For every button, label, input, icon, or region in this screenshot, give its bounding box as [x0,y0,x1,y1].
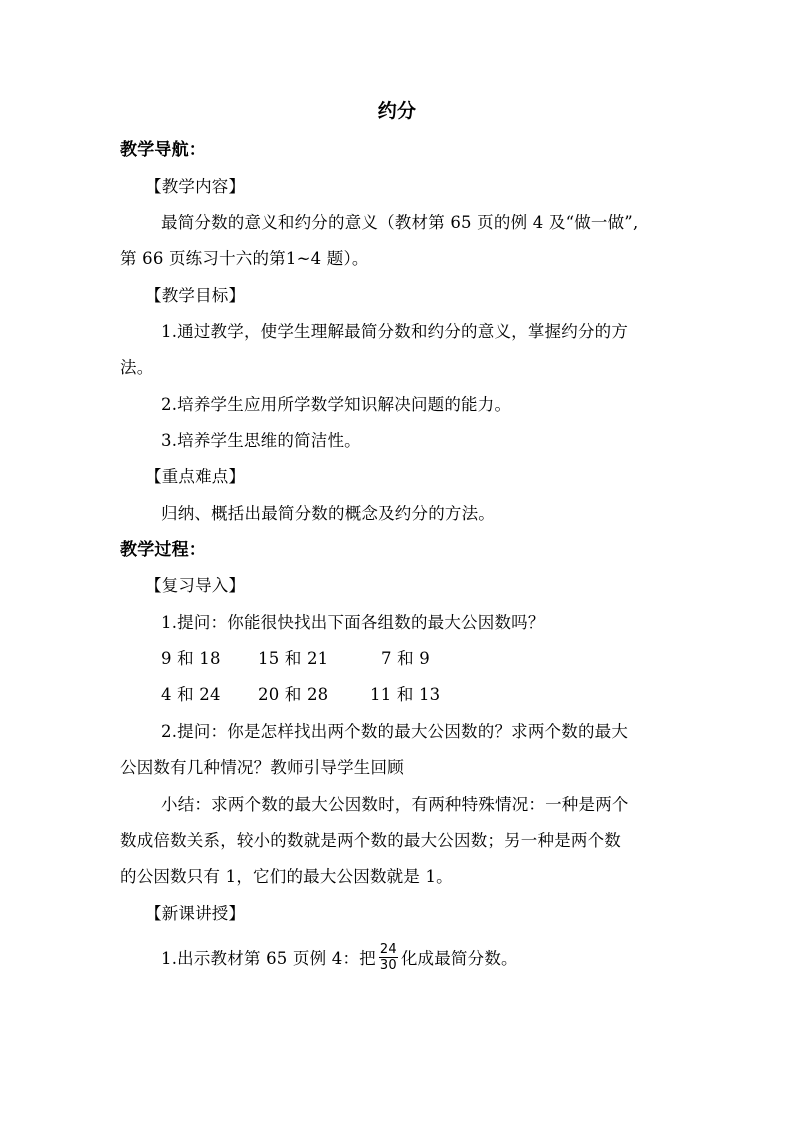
number-pair: 11 和 13 [370,685,441,704]
goal-3: 3.培养学生思维的简洁性。 [161,431,361,450]
number-pair: 9 和 18 [161,649,221,668]
goal-2: 2.培养学生应用所学数学知识解决问题的能力。 [161,395,512,414]
label-new-lesson: 【新课讲授】 [145,904,246,923]
label-review: 【复习导入】 [145,576,246,595]
question-2-line-1: 2.提问：你是怎样找出两个数的最大公因数的？求两个数的最大 [161,722,629,741]
number-pair: 7 和 9 [381,649,430,668]
page-title: 约分 [377,100,417,122]
content-text-line-2: 第 66 页练习十六的第1~4 题）。 [120,249,369,268]
section-heading-nav: 教学导航： [120,140,206,160]
label-key-points: 【重点难点】 [145,467,246,486]
number-pairs-row-2 [0,684,794,706]
example-line [161,944,518,975]
key-points-text: 归纳、概括出最简分数的概念及约分的方法。 [161,504,495,523]
number-pair: 15 和 21 [258,649,329,668]
label-goals: 【教学目标】 [145,286,246,305]
question-2-line-2: 公因数有几种情况？教师引导学生回顾 [120,758,404,777]
fraction-numerator: 24 [379,942,397,957]
number-pair: 4 和 24 [161,685,221,704]
goal-1-line-2: 法。 [120,358,154,377]
example-prefix: 1.出示教材第 65 页例 4：把 [161,949,376,968]
number-pairs-row-1 [0,648,794,670]
summary-line-3: 的公因数只有 1，它们的最大公因数就是 1。 [120,867,453,886]
fraction-denominator: 30 [379,958,397,973]
summary-line-1: 小结：求两个数的最大公因数时，有两种特殊情况：一种是两个 [161,795,629,814]
example-suffix: 化成最简分数。 [400,949,518,968]
section-heading-process: 教学过程： [120,540,206,560]
label-content: 【教学内容】 [145,177,246,196]
goal-1-line-1: 1.通过教学，使学生理解最简分数和约分的意义，掌握约分的方 [161,322,629,341]
content-text-line-1: 最简分数的意义和约分的意义（教材第 65 页的例 4 及“做一做”, [161,213,639,232]
summary-line-2: 数成倍数关系，较小的数就是两个数的最大公因数；另一种是两个数 [120,831,621,850]
fraction [379,942,398,973]
question-1: 1.提问：你能很快找出下面各组数的最大公因数吗？ [161,613,545,632]
number-pair: 20 和 28 [258,685,329,704]
